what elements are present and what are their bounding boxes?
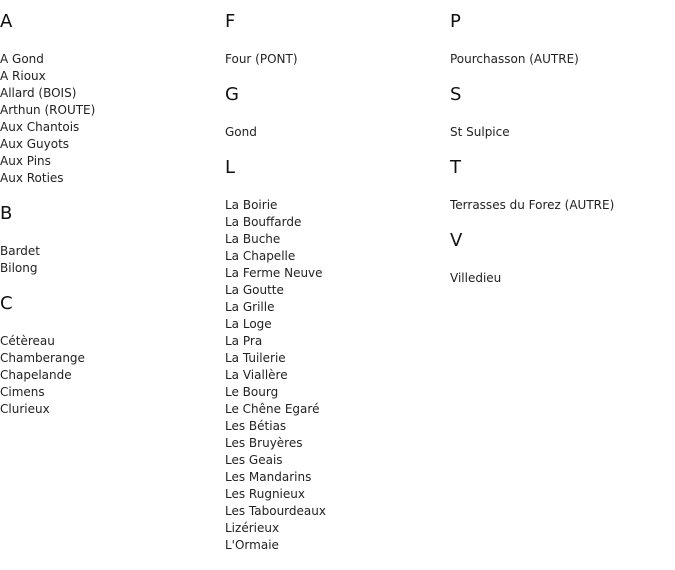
- letter-group: [450, 11, 614, 68]
- letter-heading: L: [225, 157, 236, 178]
- letter-heading: T: [450, 157, 461, 178]
- letter-group: [225, 11, 326, 68]
- entry-l-ormaie[interactable]: L'Ormaie: [225, 538, 279, 552]
- letter-group: [0, 203, 95, 277]
- letter-heading: G: [225, 84, 239, 105]
- entry-aux-pins[interactable]: Aux Pins: [0, 154, 51, 168]
- letter-heading: A: [0, 11, 13, 32]
- letter-group: [450, 157, 614, 214]
- entry-clurieux[interactable]: Clurieux: [0, 402, 50, 416]
- entry-la-bouffarde[interactable]: La Bouffarde: [225, 215, 302, 229]
- letter-group: [0, 293, 95, 418]
- entry-la-goutte[interactable]: La Goutte: [225, 283, 284, 297]
- entry-list: [0, 333, 95, 418]
- entry-list: [450, 124, 614, 141]
- entry-la-boirie[interactable]: La Boirie: [225, 198, 278, 212]
- entry-st-sulpice[interactable]: St Sulpice: [450, 125, 510, 139]
- letter-heading: P: [450, 11, 461, 32]
- entry-bardet[interactable]: Bardet: [0, 244, 41, 258]
- entry-cetereau[interactable]: Cétèreau: [0, 334, 55, 348]
- entry-arthun-route[interactable]: Arthun (ROUTE): [0, 103, 96, 117]
- entry-list: [450, 270, 614, 287]
- entry-la-pra[interactable]: La Pra: [225, 334, 263, 348]
- letter-heading: C: [0, 293, 13, 314]
- letter-heading: F: [225, 11, 236, 32]
- entry-la-tuilerie[interactable]: La Tuilerie: [225, 351, 286, 365]
- entry-a-rioux[interactable]: A Rioux: [0, 69, 46, 83]
- entry-villedieu[interactable]: Villedieu: [450, 271, 502, 285]
- letter-heading: B: [0, 203, 13, 224]
- entry-les-rugnieux[interactable]: Les Rugnieux: [225, 487, 305, 501]
- entry-lizerieux[interactable]: Lizérieux: [225, 521, 280, 535]
- entry-list: [450, 51, 614, 68]
- letter-group: [0, 11, 95, 187]
- entry-list: [225, 51, 326, 68]
- entry-gond[interactable]: Gond: [225, 125, 257, 139]
- entry-la-ferme-neuve[interactable]: La Ferme Neuve: [225, 266, 323, 280]
- entry-le-chene-egare[interactable]: Le Chêne Egaré: [225, 402, 320, 416]
- index-column-3: [450, 0, 614, 303]
- index-column-2: [225, 0, 326, 570]
- entry-les-geais[interactable]: Les Geais: [225, 453, 283, 467]
- entry-list: [225, 197, 326, 554]
- entry-chapelande[interactable]: Chapelande: [0, 368, 72, 382]
- entry-terrasses-du-forez-autre[interactable]: Terrasses du Forez (AUTRE): [450, 198, 615, 212]
- entry-aux-roties[interactable]: Aux Roties: [0, 171, 64, 185]
- index-column-1: [0, 0, 95, 434]
- letter-group: [225, 84, 326, 141]
- letter-group: [450, 230, 614, 287]
- entry-la-buche[interactable]: La Buche: [225, 232, 281, 246]
- entry-list: [0, 243, 95, 277]
- entry-aux-guyots[interactable]: Aux Guyots: [0, 137, 70, 151]
- entry-aux-chantois[interactable]: Aux Chantois: [0, 120, 80, 134]
- entry-list: [450, 197, 614, 214]
- entry-a-gond[interactable]: A Gond: [0, 52, 44, 66]
- entry-la-loge[interactable]: La Loge: [225, 317, 272, 331]
- letter-heading: V: [450, 230, 463, 251]
- entry-bilong[interactable]: Bilong: [0, 261, 38, 275]
- entry-allard-bois[interactable]: Allard (BOIS): [0, 86, 77, 100]
- entry-pourchasson-autre[interactable]: Pourchasson (AUTRE): [450, 52, 579, 66]
- letter-group: [450, 84, 614, 141]
- entry-la-grille[interactable]: La Grille: [225, 300, 275, 314]
- entry-cimens[interactable]: Cimens: [0, 385, 45, 399]
- entry-la-viallere[interactable]: La Viallère: [225, 368, 288, 382]
- entry-list: [225, 124, 326, 141]
- entry-list: [0, 51, 95, 187]
- letter-group: [225, 157, 326, 554]
- entry-les-tabourdeaux[interactable]: Les Tabourdeaux: [225, 504, 326, 518]
- entry-les-mandarins[interactable]: Les Mandarins: [225, 470, 312, 484]
- entry-les-bruyeres[interactable]: Les Bruyères: [225, 436, 303, 450]
- entry-les-betias[interactable]: Les Bétias: [225, 419, 287, 433]
- letter-heading: S: [450, 84, 462, 105]
- entry-chamberange[interactable]: Chamberange: [0, 351, 85, 365]
- entry-le-bourg[interactable]: Le Bourg: [225, 385, 279, 399]
- entry-four-pont[interactable]: Four (PONT): [225, 52, 298, 66]
- entry-la-chapelle[interactable]: La Chapelle: [225, 249, 296, 263]
